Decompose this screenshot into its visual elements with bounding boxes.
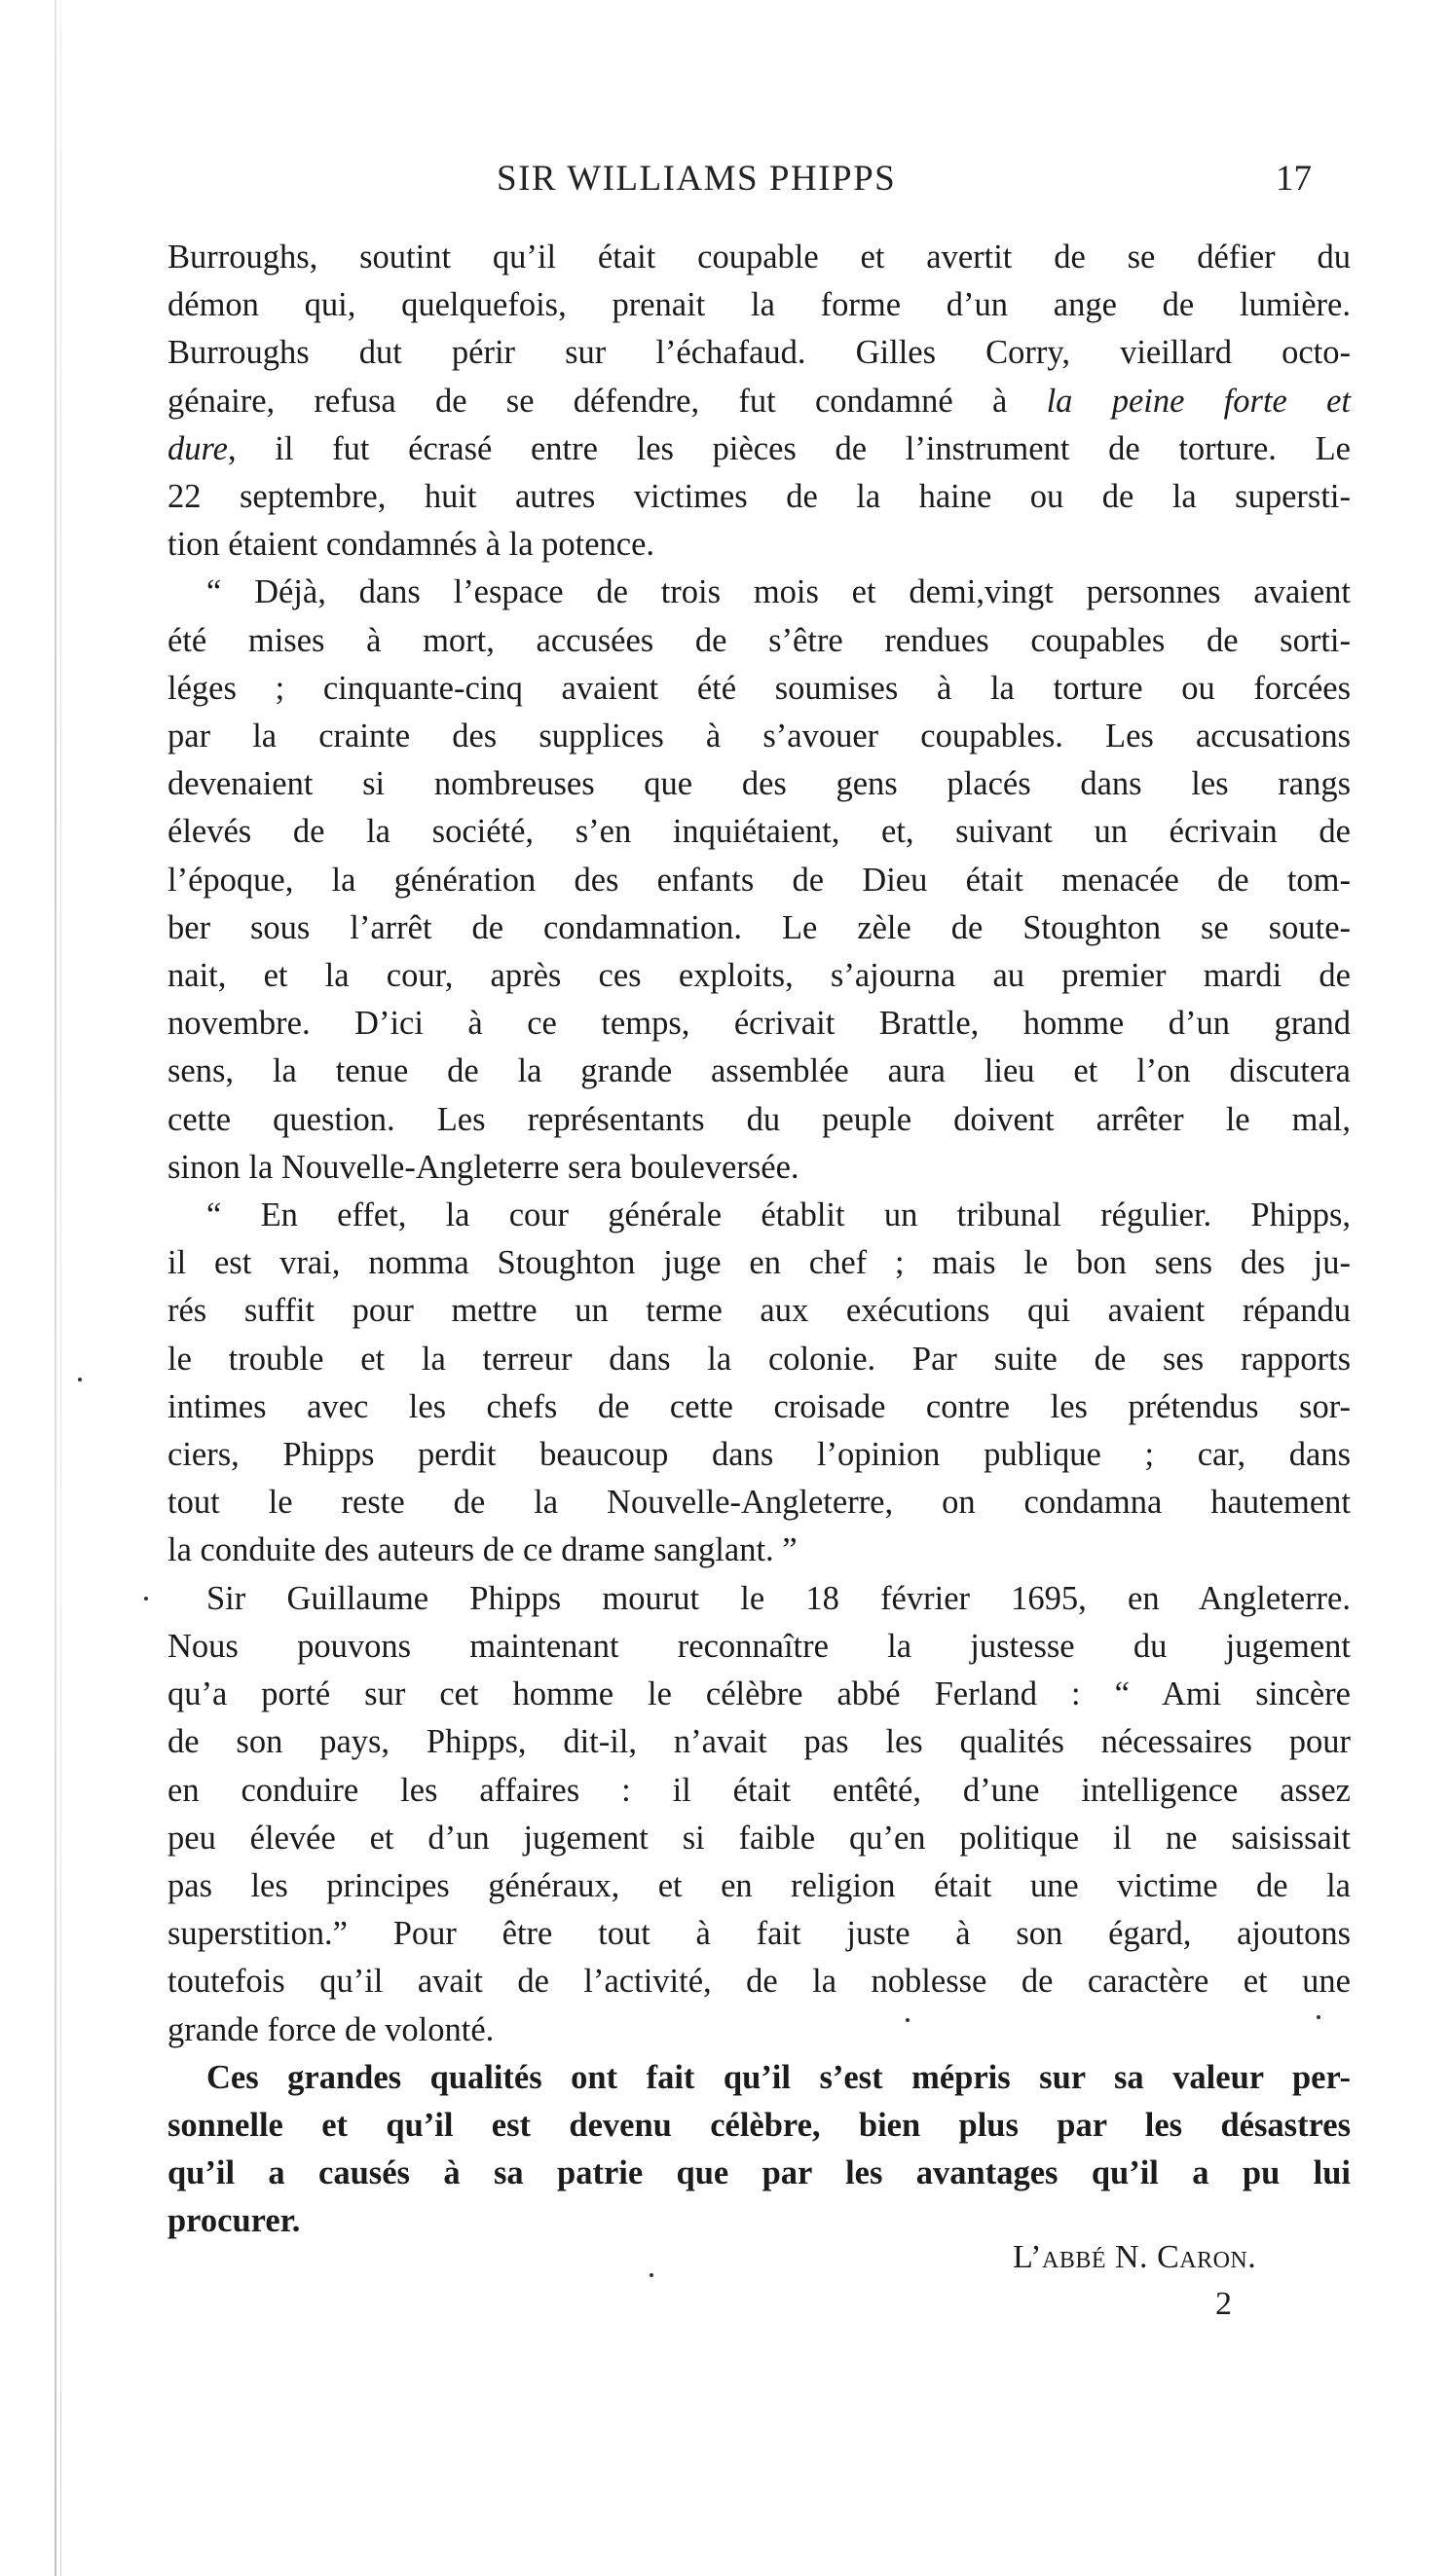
- binding-edge-inner: [60, 0, 61, 2576]
- running-head: [0, 158, 1449, 206]
- text-line: Nous pouvons maintenant reconnaître la justesse du jugement: [167, 1627, 1351, 1665]
- text-line: toutefois qu’il avait de l’activité, de la noblesse de caractère et une: [167, 1963, 1351, 2001]
- text-line: Sir Guillaume Phipps mourut le 18 février 1695, en Angleterre.: [206, 1579, 1351, 1617]
- italic-phrase: dure: [167, 429, 228, 467]
- paragraph-4: [167, 1575, 1351, 2054]
- paragraph-1: [167, 234, 1351, 569]
- text-segment: , il fut écrasé entre les pièces de l’instrument de torture. Le: [227, 429, 1351, 467]
- text-line: le trouble et la terreur dans la colonie. Par suite de ses rapports: [167, 1340, 1351, 1378]
- text-segment: génaire, refusa de se défendre, fut condamné à: [167, 382, 1008, 420]
- body-text: [167, 234, 1351, 2246]
- binding-edge: [55, 0, 56, 2576]
- text-line: léges ; cinquante-cinq avaient été soumises à la torture ou forcées: [167, 669, 1351, 707]
- sheet-signature-mark: 2: [1215, 2286, 1232, 2322]
- paragraph-2: [167, 569, 1351, 1192]
- text-line: pas les principes généraux, et en religion était une victime de la: [167, 1866, 1351, 1904]
- text-line: superstition.” Pour être tout à fait juste à son égard, ajoutons: [167, 1915, 1351, 1953]
- text-line: “ Déjà, dans l’espace de trois mois et demi,vingt personnes avaient: [206, 573, 1351, 611]
- scan-speck: [78, 1378, 82, 1381]
- text-line: devenaient si nombreuses que des gens placés dans les rangs: [167, 765, 1351, 803]
- text-line: sonnelle et qu’il est devenu célèbre, bien plus par les désastres: [167, 2106, 1351, 2144]
- page-number: 17: [1276, 159, 1312, 199]
- paragraph-3: [167, 1192, 1351, 1575]
- text-line: sens, la tenue de la grande assemblée aura lieu et l’on discutera: [167, 1052, 1351, 1090]
- scan-speck: [1317, 2015, 1320, 2019]
- text-line: [167, 378, 1351, 425]
- text-line: Burroughs, soutint qu’il était coupable et avertit de se défier du: [167, 239, 1351, 276]
- scan-speck: [906, 2018, 910, 2022]
- text-line: la conduite des auteurs de ce drame sanglant. ”: [167, 1531, 798, 1569]
- text-line: ciers, Phipps perdit beaucoup dans l’opinion publique ; car, dans: [167, 1436, 1351, 1474]
- signature-initial: N.: [1106, 2239, 1158, 2275]
- text-line: par la crainte des supplices à s’avouer coupables. Les accusations: [167, 718, 1351, 755]
- text-line: nait, et la cour, après ces exploits, s’ajourna au premier mardi de: [167, 957, 1351, 995]
- text-line: tion étaient condamnés à la potence.: [167, 526, 655, 564]
- text-line: en conduire les affaires : il était entêté, d’une intelligence assez: [167, 1771, 1351, 1809]
- paragraph-5: [167, 2054, 1351, 2246]
- signature-prefix: L’: [1013, 2239, 1042, 2275]
- text-line: “ En effet, la cour générale établit un tribunal régulier. Phipps,: [206, 1196, 1351, 1234]
- text-line: procurer.: [167, 2202, 301, 2240]
- signature-period: .: [1247, 2239, 1257, 2275]
- text-line: élevés de la société, s’en inquiétaient, et, suivant un écrivain de: [167, 813, 1351, 851]
- text-line: 22 septembre, huit autres victimes de la haine ou de la supersti-: [167, 478, 1351, 516]
- text-line: grande force de volonté.: [167, 2010, 495, 2048]
- text-line: l’époque, la génération des enfants de Dieu était menacée de tom-: [167, 861, 1351, 899]
- italic-phrase: la peine forte et: [1046, 382, 1352, 420]
- text-line: rés suffit pour mettre un terme aux exécutions qui avaient répandu: [167, 1292, 1351, 1330]
- text-line: novembre. D’ici à ce temps, écrivait Brattle, homme d’un grand: [167, 1005, 1351, 1043]
- text-line: sinon la Nouvelle-Angleterre sera bouleversée.: [167, 1148, 799, 1186]
- signature-surname: Caron: [1157, 2239, 1248, 2275]
- scan-speck: [144, 1597, 148, 1601]
- text-line: [167, 425, 1351, 473]
- signature-title: abbé: [1041, 2239, 1106, 2275]
- text-line: il est vrai, nomma Stoughton juge en chef ; mais le bon sens des ju-: [167, 1244, 1351, 1282]
- text-line: démon qui, quelquefois, prenait la forme d’un ange de lumière.: [167, 286, 1351, 324]
- text-line: de son pays, Phipps, dit-il, n’avait pas les qualités nécessaires pour: [167, 1723, 1351, 1761]
- text-line: Burroughs dut périr sur l’échafaud. Gilles Corry, vieillard octo-: [167, 334, 1351, 372]
- text-line: intimes avec les chefs de cette croisade contre les prétendus sor-: [167, 1387, 1351, 1425]
- text-line: Ces grandes qualités ont fait qu’il s’est mépris sur sa valeur per-: [206, 2058, 1351, 2096]
- text-line: qu’a porté sur cet homme le célèbre abbé Ferland : “ Ami sincère: [167, 1675, 1351, 1713]
- text-line: tout le reste de la Nouvelle-Angleterre, on condamna hautement: [167, 1484, 1351, 1522]
- author-signature: [1013, 2239, 1256, 2276]
- text-line: été mises à mort, accusées de s’être rendues coupables de sorti-: [167, 621, 1351, 659]
- text-line: cette question. Les représentants du peuple doivent arrêter le mal,: [167, 1100, 1351, 1138]
- text-line: ber sous l’arrêt de condamnation. Le zèle de Stoughton se soute-: [167, 908, 1351, 946]
- running-title: SIR WILLIAMS PHIPPS: [497, 159, 897, 199]
- scan-speck: [650, 2273, 653, 2277]
- text-line: peu élevée et d’un jugement si faible qu’en politique il ne saisissait: [167, 1819, 1351, 1857]
- text-line: qu’il a causés à sa patrie que par les avantages qu’il a pu lui: [167, 2154, 1351, 2192]
